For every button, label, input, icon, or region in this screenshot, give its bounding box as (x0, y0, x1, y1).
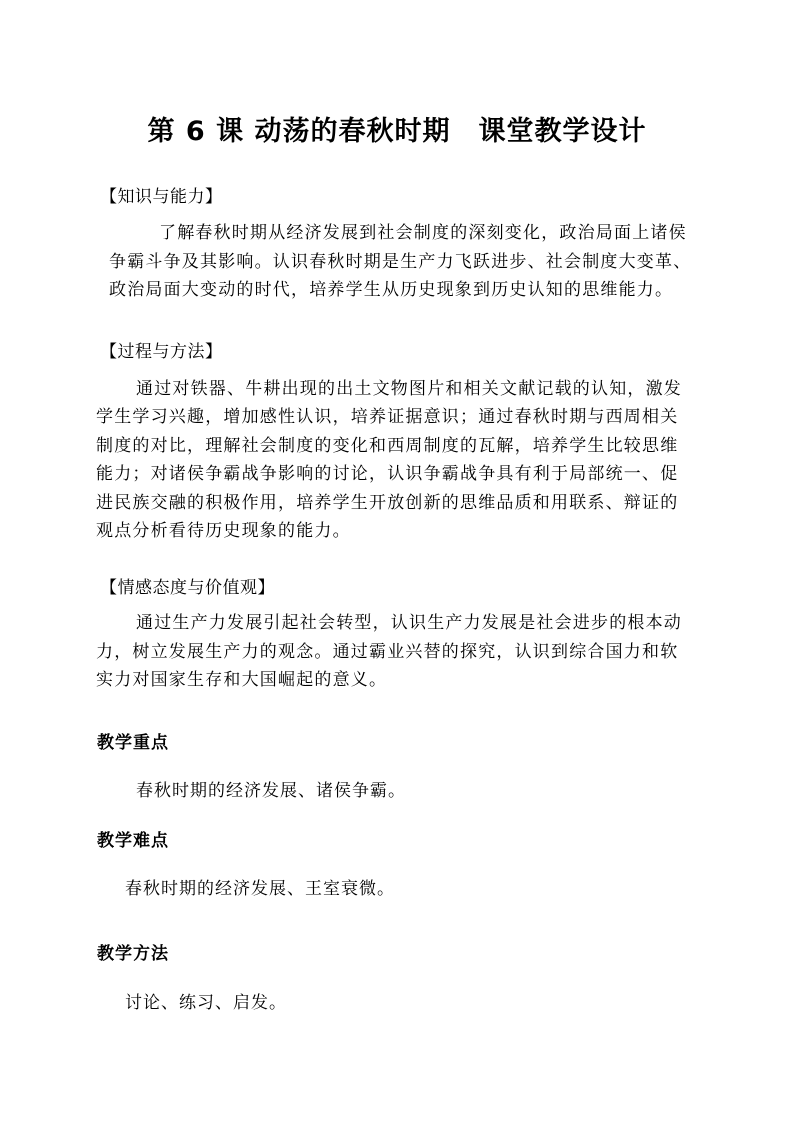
section-text-knowledge: 了解春秋时期从经济发展到社会制度的深刻变化，政治局面上诸侯争霸斗争及其影响。认识春秋时期是生产力飞跃进步、社会制度大变革、政治局面大变动的时代，培养学生从历史现象到历史认知的思维能力。 (109, 223, 692, 300)
section-text-values: 通过生产力发展引起社会转型，认识生产力发展是社会进步的根本动力，树立发展生产力的观念。通过霸业兴替的探究，认识到综合国力和软实力对国家生存和大国崛起的意义。 (96, 613, 682, 690)
difficulties-heading: 教学难点 (97, 831, 169, 851)
section-heading-process: 【过程与方法】 (100, 342, 223, 362)
key-points-heading: 教学重点 (97, 733, 169, 753)
methods-heading: 教学方法 (97, 944, 169, 964)
difficulties-text: 春秋时期的经济发展、王室衰微。 (125, 879, 395, 899)
section-text-process: 通过对铁器、牛耕出现的出土文物图片和相关文献记载的认知，激发学生学习兴趣，增加感性认识，培养证据意识；通过春秋时期与西周相关制度的对比，理解社会制度的变化和西周制度的瓦解，培养学生比较思维能力；对诸侯争霸战争影响的讨论，认识争霸战争具有利于局部统一、促进民族交融的积极作用，培养学生开放创新的思维品质和用联系、辩证的观点分析看待历史现象的能力。 (96, 379, 682, 542)
methods-text: 讨论、练习、启发。 (125, 993, 287, 1013)
section-heading-knowledge: 【知识与能力】 (100, 187, 223, 207)
key-points-text: 春秋时期的经济发展、诸侯争霸。 (136, 781, 406, 801)
document-title: 第 6 课 动荡的春秋时期 课堂教学设计 (147, 116, 647, 147)
section-heading-values: 【情感态度与价值观】 (100, 578, 275, 598)
